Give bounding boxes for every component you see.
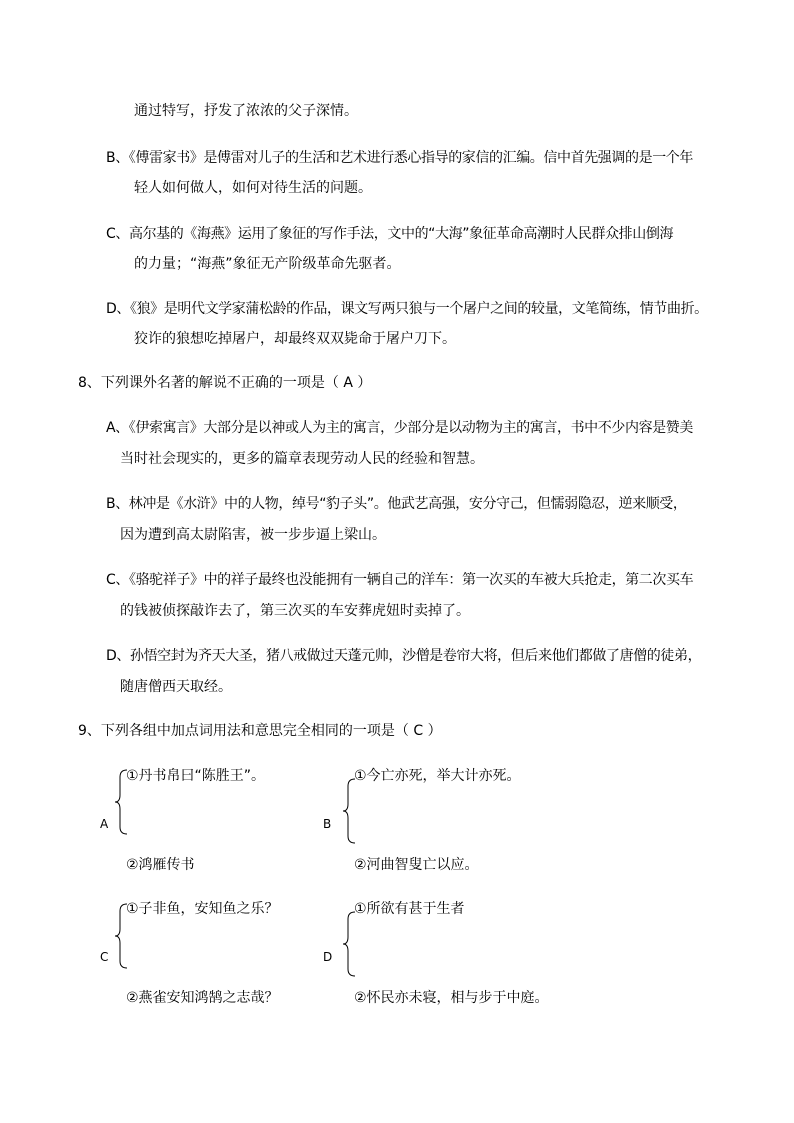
q9-group-b-sentence2: ②河曲智叟亡以应。 — [354, 857, 479, 873]
q8-option-a-line1: A、《伊索寓言》大部分是以神或人为主的寓言，少部分是以动物为主的寓言，书中不少内容是赞美 — [106, 420, 693, 436]
q9-group-a-sentence1: ①丹书帛曰“陈胜王”。 — [126, 768, 266, 784]
q8-option-c-line2: 的钱被侦探敲诈去了，第三次买的车安葬虎妞时卖掉了。 — [120, 603, 470, 619]
q9-group-d-label: D — [323, 950, 333, 964]
brace-icon — [342, 911, 356, 977]
q7-option-a-continuation: 通过特写，抒发了浓浓的父子深情。 — [134, 103, 358, 119]
q9-group-b-label: B — [323, 817, 332, 831]
q7-option-c-line2: 的力量；“海燕”象征无产阶级革命先驱者。 — [134, 256, 401, 272]
q8-option-b-line2: 因为遭到高太尉陷害，被一步步逼上梁山。 — [120, 527, 386, 543]
q8-stem: 8、下列课外名著的解说不正确的一项是（ A ） — [78, 375, 372, 391]
q7-option-d-line1: D、《狼》是明代文学家蒲松龄的作品，课文写两只狼与一个屠户之间的较量，文笔简练，情节曲折。 — [106, 301, 708, 317]
q9-group-c-label: C — [100, 950, 109, 964]
brace-icon — [342, 778, 356, 844]
q9-group-d-sentence1: ①所欲有甚于生者 — [354, 901, 465, 917]
q7-option-c-line1: C、高尔基的《海燕》运用了象征的写作手法，文中的“大海”象征革命高潮时人民群众排山倒海 — [106, 226, 674, 242]
q9-group-a-sentence2: ②鸿雁传书 — [126, 857, 195, 873]
q9-group-a-label: A — [100, 817, 109, 831]
q7-option-b-line2: 轻人如何做人，如何对待生活的问题。 — [134, 180, 372, 196]
q7-option-d-line2: 狡诈的狼想吃掉屠户，却最终双双毙命于屠户刀下。 — [134, 331, 456, 347]
q9-group-c-sentence2: ②燕雀安知鸿鹄之志哉？ — [126, 990, 279, 1006]
q9-group-b-sentence1: ①今亡亦死，举大计亦死。 — [354, 768, 521, 784]
q8-option-b-line1: B、林冲是《水浒》中的人物，绰号“豹子头”。他武艺高强，安分守己，但懦弱隐忍，逆来顺受， — [106, 496, 687, 512]
q8-option-d-line2: 随唐僧西天取经。 — [120, 679, 232, 695]
q9-group-d-sentence2: ②怀民亦未寝，相与步于中庭。 — [354, 990, 549, 1006]
q8-option-c-line1: C、《骆驼祥子》中的祥子最终也没能拥有一辆自己的洋车：第一次买的车被大兵抢走，第二次买车 — [106, 572, 694, 588]
q8-option-a-line2: 当时社会现实的，更多的篇章表现劳动人民的经验和智慧。 — [120, 451, 484, 467]
q9-stem: 9、下列各组中加点词用法和意思完全相同的一项是（ C ） — [78, 723, 442, 739]
q9-group-c-sentence1: ①子非鱼，安知鱼之乐？ — [126, 901, 279, 917]
q8-option-d-line1: D、孙悟空封为齐天大圣，猪八戒做过天蓬元帅，沙僧是卷帘大将，但后来他们都做了唐僧的徒弟， — [106, 648, 702, 664]
q7-option-b-line1: B、《傅雷家书》是傅雷对儿子的生活和艺术进行悉心指导的家信的汇编。信中首先强调的是一个年 — [106, 150, 694, 166]
